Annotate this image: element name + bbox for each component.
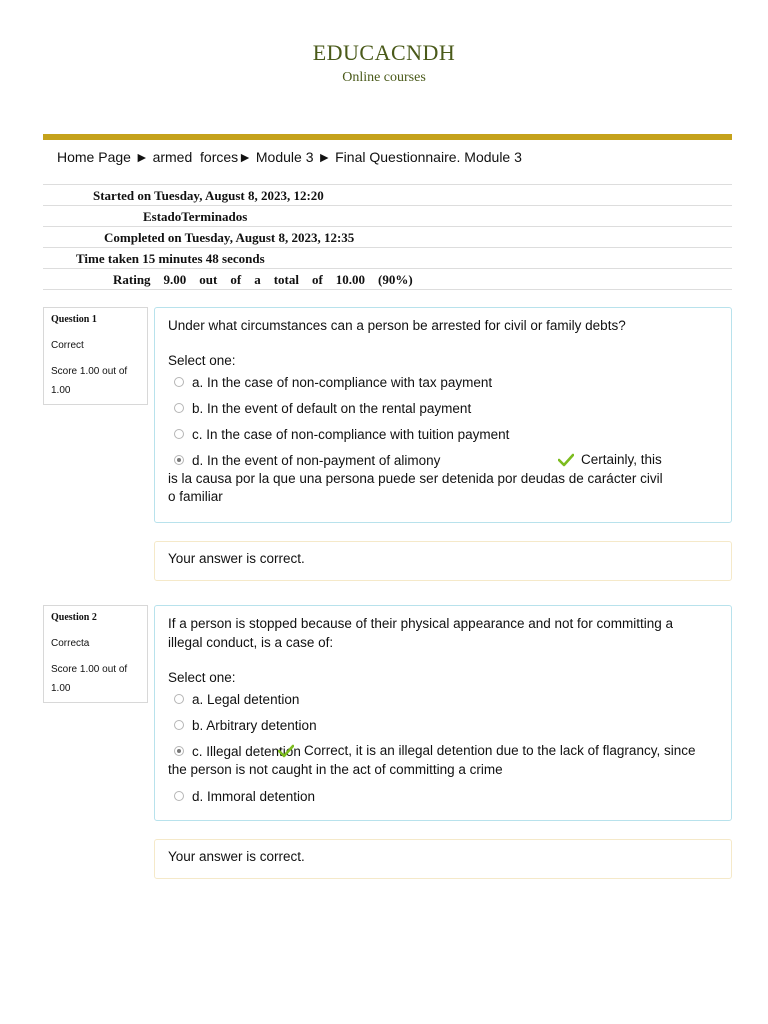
- option-label: c. Illegal detention: [192, 744, 301, 759]
- option-b[interactable]: [168, 399, 718, 418]
- attempt-summary: [43, 184, 732, 290]
- question-number: Question 1: [51, 314, 97, 325]
- question-text: Under what circumstances can a person be arrested for civil or family debts?: [168, 318, 626, 333]
- question-text-line-1: If a person is stopped because of their physical appearance and not for committing a: [168, 616, 674, 631]
- header-divider: [43, 134, 732, 140]
- question-score: Score 1.00 out of 1.00: [51, 366, 128, 396]
- option-c[interactable]: [168, 742, 718, 780]
- select-one-label: Select one:: [168, 353, 236, 368]
- option-label: a. Legal detention: [192, 692, 300, 707]
- summary-row-time: [43, 247, 732, 268]
- question-1-info: [43, 307, 148, 405]
- question-text-line-2: illegal conduct, is a case of:: [168, 635, 334, 650]
- summary-row-rating: [43, 268, 732, 290]
- option-label: d. Immoral detention: [192, 789, 316, 804]
- question-2-info: [43, 605, 148, 703]
- option-feedback: Certainly, this is la causa por la que una persona puede ser detenida por deudas de carácter civil o familiar: [168, 452, 663, 504]
- started-text: Started on Tuesday, August 8, 2023, 12:20: [93, 188, 324, 203]
- option-d[interactable]: [168, 451, 718, 504]
- radio-icon[interactable]: [174, 403, 184, 413]
- option-label: c. In the case of non-compliance with tuition payment: [192, 427, 510, 442]
- option-b[interactable]: [168, 716, 718, 735]
- option-a[interactable]: [168, 373, 718, 392]
- option-label: d. In the event of non-payment of alimony: [192, 453, 441, 468]
- option-label: a. In the case of non-compliance with tax payment: [192, 375, 493, 390]
- question-number: Question 2: [51, 612, 97, 623]
- state-text: EstadoTerminados: [143, 209, 248, 224]
- radio-icon[interactable]: [174, 377, 184, 387]
- breadcrumb[interactable]: Home Page ► armed forces► Module 3 ► Final Questionnaire. Module 3: [57, 149, 522, 165]
- option-feedback: Correct, it is an illegal detention due to the lack of flagrancy, since the person is not caught in the act of committing a crime: [168, 743, 696, 777]
- summary-row-state: [43, 205, 732, 226]
- question-1-content: [154, 307, 732, 523]
- radio-icon[interactable]: [174, 694, 184, 704]
- question-state: Correcta: [51, 638, 90, 649]
- summary-row-completed: [43, 226, 732, 247]
- option-c[interactable]: [168, 425, 718, 444]
- question-1-result: Your answer is correct.: [154, 541, 732, 581]
- option-label: b. Arbitrary detention: [192, 718, 317, 733]
- question-2-content: [154, 605, 732, 821]
- radio-icon[interactable]: [174, 720, 184, 730]
- option-label: b. In the event of default on the rental payment: [192, 401, 472, 416]
- site-subtitle: Online courses: [342, 70, 426, 85]
- question-state: Correct: [51, 340, 84, 351]
- site-title: EDUCACNDH: [312, 40, 456, 65]
- radio-icon[interactable]: [174, 429, 184, 439]
- summary-row-started: [43, 184, 732, 205]
- question-2-result: Your answer is correct.: [154, 839, 732, 879]
- time-taken-text: Time taken 15 minutes 48 seconds: [76, 251, 265, 266]
- radio-icon[interactable]: [174, 791, 184, 801]
- completed-text: Completed on Tuesday, August 8, 2023, 12:35: [104, 230, 355, 245]
- option-d[interactable]: [168, 787, 718, 806]
- option-a[interactable]: [168, 690, 718, 709]
- question-score: Score 1.00 out of 1.00: [51, 664, 128, 694]
- select-one-label: Select one:: [168, 670, 236, 685]
- rating-text: Rating 9.00 out of a total of 10.00 (90%): [113, 272, 413, 287]
